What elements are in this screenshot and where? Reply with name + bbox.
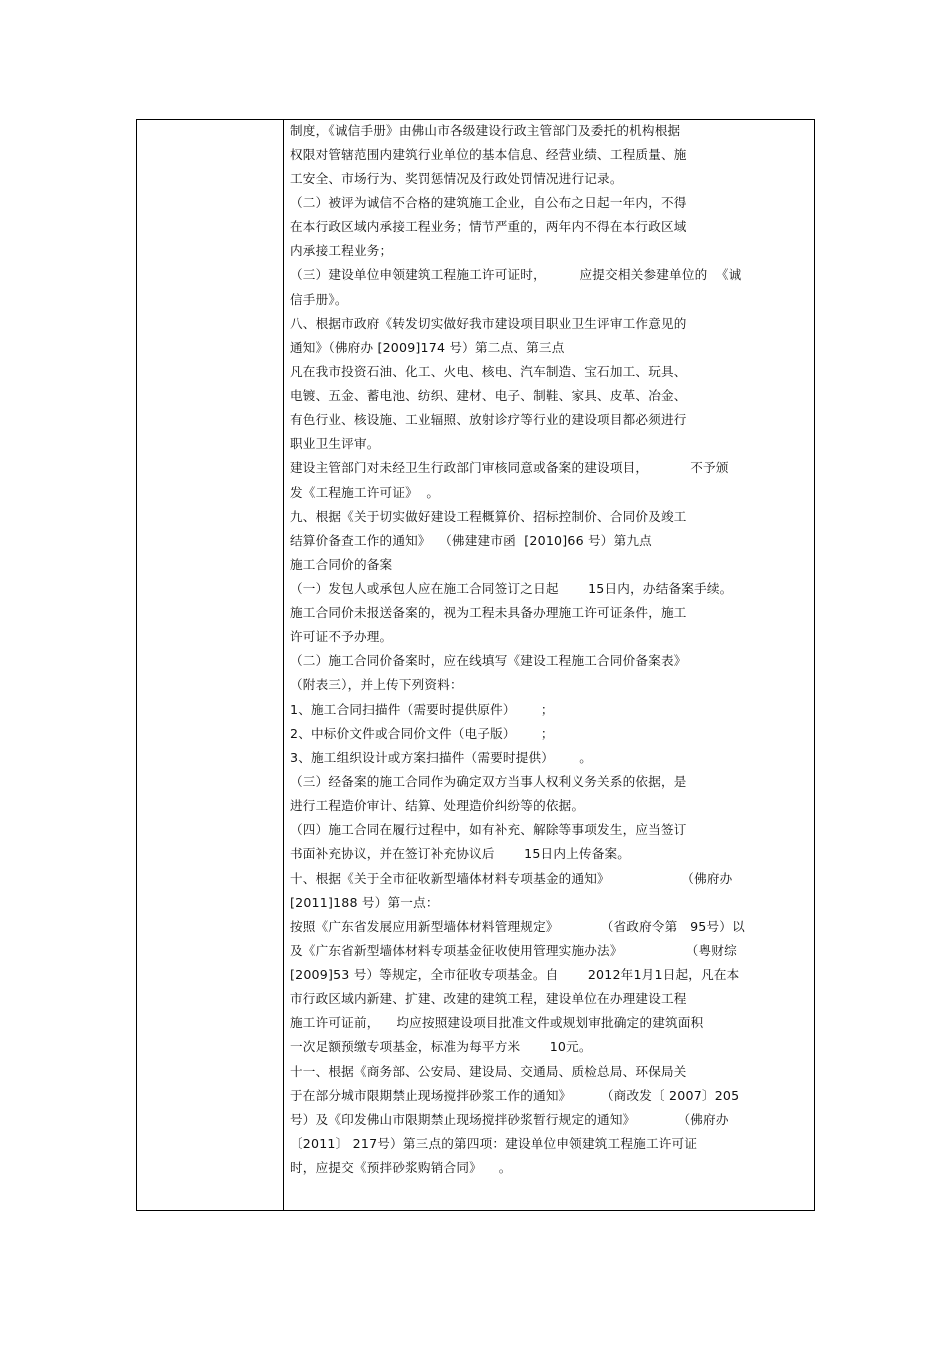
text-line: 信手册》。 bbox=[290, 292, 348, 307]
text-line: （三）经备案的施工合同作为确定双方当事人权利义务关系的依据，是 bbox=[290, 774, 687, 789]
text-line: 施工许可证前， 均应按照建设项目批准文件或规划审批确定的建筑面积 bbox=[290, 1015, 704, 1030]
text-line: 有色行业、核设施、工业辐照、放射诊疗等行业的建设项目都必须进行 bbox=[290, 412, 687, 427]
text-line: 制度，《诚信手册》由佛山市各级建设行政主管部门及委托的机构根据 bbox=[290, 123, 681, 138]
text-line: 施工合同价未报送备案的，视为工程未具备办理施工许可证条件，施工 bbox=[290, 605, 687, 620]
text-line: [2011]188 号）第一点： bbox=[290, 895, 439, 910]
text-line: 3、施工组织设计或方案扫描件（需要时提供） 。 bbox=[290, 750, 593, 765]
table-right-cell bbox=[284, 120, 814, 1210]
text-line: 时，应提交《预拌砂浆购销合同》 。 bbox=[290, 1160, 512, 1175]
content-table bbox=[136, 119, 815, 1211]
text-line: （二）被评为诚信不合格的建筑施工企业，自公布之日起一年内，不得 bbox=[290, 195, 687, 210]
text-line: 权限对管辖范围内建筑行业单位的基本信息、经营业绩、工程质量、施 bbox=[290, 147, 687, 162]
text-line: 建设主管部门对未经卫生行政部门审核同意或备案的建设项目， 不予颁 bbox=[290, 460, 729, 475]
text-line: （一）发包人或承包人应在施工合同签订之日起 15日内，办结备案手续。 bbox=[290, 581, 733, 596]
text-line: 2、中标价文件或合同价文件（电子版） ； bbox=[290, 726, 554, 741]
text-line: （附表三），并上传下列资料： bbox=[290, 677, 463, 692]
text-line: 职业卫生评审。 bbox=[290, 436, 380, 451]
text-line: 十、根据《关于全市征收新型墙体材料专项基金的通知》 （佛府办 bbox=[290, 871, 733, 886]
text-line: 市行政区域内新建、扩建、改建的建筑工程，建设单位在办理建设工程 bbox=[290, 991, 687, 1006]
text-line: 于在部分城市限期禁止现场搅拌砂浆工作的通知》 （商改发〔 2007〕205 bbox=[290, 1088, 740, 1103]
text-line: 内承接工程业务； bbox=[290, 243, 393, 258]
text-line: （二）施工合同价备案时，应在线填写《建设工程施工合同价备案表》 bbox=[290, 653, 687, 668]
text-line: 电镀、五金、蓄电池、纺织、建材、电子、制鞋、家具、皮革、冶金、 bbox=[290, 388, 687, 403]
text-line: 通知》（佛府办 [2009]174 号）第二点、第三点 bbox=[290, 340, 565, 355]
text-line: 八、根据市政府《转发切实做好我市建设项目职业卫生评审工作意见的 bbox=[290, 316, 687, 331]
text-line: 十一、根据《商务部、公安局、建设局、交通局、质检总局、环保局关 bbox=[290, 1064, 687, 1079]
text-line: 结算价备查工作的通知》 （佛建建市函 [2010]66 号）第九点 bbox=[290, 533, 652, 548]
table-left-cell bbox=[137, 120, 284, 1210]
text-line: 九、根据《关于切实做好建设工程概算价、招标控制价、合同价及竣工 bbox=[290, 509, 687, 524]
text-line: 按照《广东省发展应用新型墙体材料管理规定》 （省政府令第 95号）以 bbox=[290, 919, 745, 934]
text-line: 施工合同价的备案 bbox=[290, 557, 393, 572]
text-line: [2009]53 号）等规定，全市征收专项基金。自 2012年1月1日起，凡在本 bbox=[290, 967, 740, 982]
text-line: （三）建设单位申领建筑工程施工许可证时， 应提交相关参建单位的 《诚 bbox=[290, 267, 742, 282]
text-line: 进行工程造价审计、结算、处理造价纠纷等的依据。 bbox=[290, 798, 585, 813]
text-line: 一次足额预缴专项基金，标准为每平方米 10元。 bbox=[290, 1039, 592, 1054]
text-line: 在本行政区域内承接工程业务；情节严重的，两年内不得在本行政区域 bbox=[290, 219, 687, 234]
text-line: 发《工程施工许可证》 。 bbox=[290, 485, 440, 500]
text-line: （四）施工合同在履行过程中，如有补充、解除等事项发生，应当签订 bbox=[290, 822, 687, 837]
text-line: 许可证不予办理。 bbox=[290, 629, 393, 644]
text-line: 号）及《印发佛山市限期禁止现场搅拌砂浆暂行规定的通知》 （佛府办 bbox=[290, 1112, 729, 1127]
text-line: 凡在我市投资石油、化工、火电、核电、汽车制造、宝石加工、玩具、 bbox=[290, 364, 687, 379]
text-line: 书面补充协议，并在签订补充协议后 15日内上传备案。 bbox=[290, 846, 631, 861]
text-line: 工安全、市场行为、奖罚惩情况及行政处罚情况进行记录。 bbox=[290, 171, 623, 186]
text-line: 〔2011〕 217号）第三点的第四项：建设单位申领建筑工程施工许可证 bbox=[290, 1136, 698, 1151]
text-line: 1、施工合同扫描件（需要时提供原件） ； bbox=[290, 702, 554, 717]
text-line: 及《广东省新型墙体材料专项基金征收使用管理实施办法》 （粤财综 bbox=[290, 943, 737, 958]
